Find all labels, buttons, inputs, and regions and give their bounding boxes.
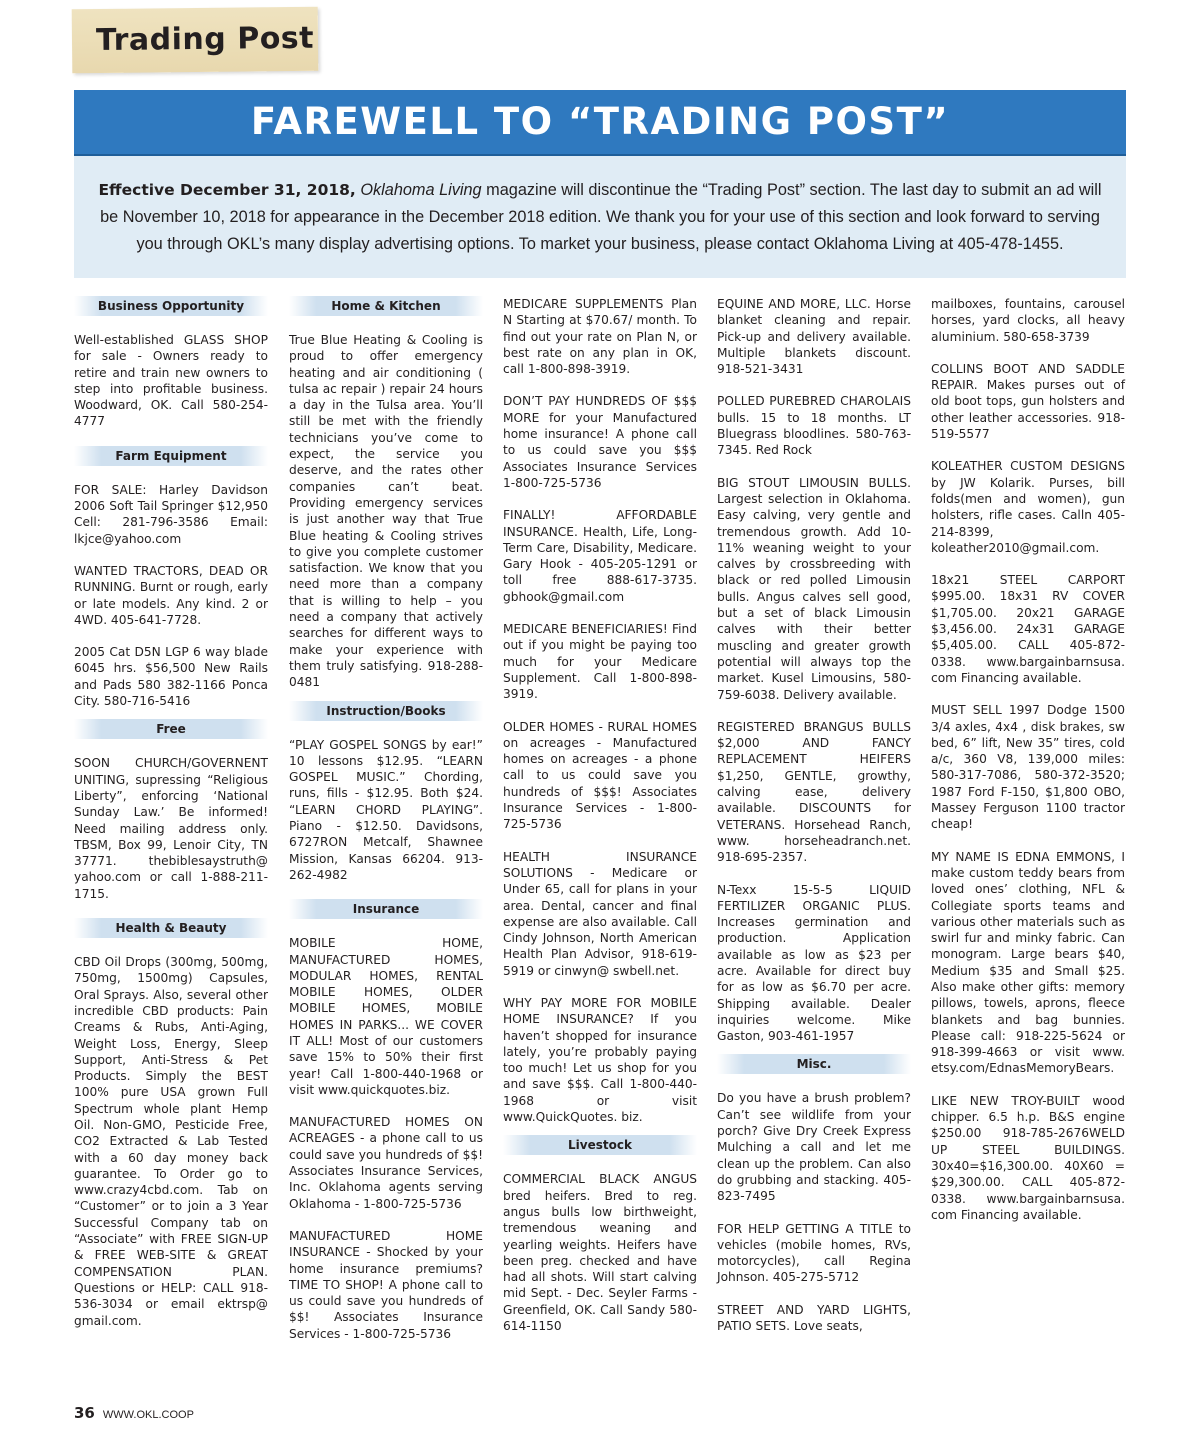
- category-heading: Free: [74, 719, 268, 739]
- classified-ad: DON’T PAY HUNDREDS OF $$$ MORE for your Manufactured home insurance! A phone call to us could save you $$$ Associates Insurance Services 1-800-725-5736: [503, 394, 697, 490]
- classified-ad: LIKE NEW TROY-BUILT wood chipper. 6.5 h.p. B&S engine $250.00 918-785-2676WELD UP STEEL BUILDINGS. 30x40=$16,300.00. 40X60 = $29,300.00. CALL 405-872-0338. www.bargainbarnsusa. com Financing available.: [931, 1093, 1125, 1222]
- category-heading: Insurance: [289, 899, 483, 919]
- notice-lead: Effective December 31, 2018,: [98, 181, 356, 199]
- category-heading: Instruction/Books: [289, 701, 483, 721]
- page-footer: [74, 1404, 194, 1422]
- category-heading: Farm Equipment: [74, 446, 268, 466]
- classified-ad: EQUINE AND MORE, LLC. Horse blanket cleaning and repair. Pick-up and delivery available. Multiple blankets discount. 918-521-3431: [717, 297, 911, 377]
- classified-ad: True Blue Heating & Cooling is proud to offer emergency heating and air conditioning ( tulsa ac repair ) repair 24 hours a day in the Tulsa area. You’ll still be met with the friendly technicians you’ve come to expect, the service you deserve, and the rates other companies can’t beat. Providing emergency services is just another way that True Blue heating & Cooling strives to give you complete customer satisfaction. We know that you need more than a company that is willing to help – you need a company that actively searches for different ways to make your experience with them truly satisfying. 918-288-0481: [289, 333, 483, 690]
- classified-ad: MOBILE HOME, MANUFACTURED HOMES, MODULAR HOMES, RENTAL MOBILE HOMES, OLDER MOBILE HOMES, MOBILE HOMES IN PARKS... WE COVER IT ALL! Most of our customers save 15% to 50% their first year! Call 1-800-440-1968 or visit www.quickquotes.biz.: [289, 936, 483, 1097]
- classified-ad: REGISTERED BRANGUS BULLS $2,000 AND FANCY REPLACEMENT HEIFERS $1,250, GENTLE, growthy, calving ease, delivery available. DISCOUNTS for VETERANS. Horsehead Ranch, www. horseheadranch.net. 918-695-2357.: [717, 719, 911, 865]
- banner-title: FAREWELL TO “TRADING POST”: [250, 100, 950, 143]
- notice-magazine: Oklahoma Living: [360, 181, 482, 199]
- classified-ad: SOON CHURCH/GOVERNENT UNITING, supressing “Religious Liberty”, enforcing ‘National Sunday Law.’ Be informed! Need mailing address only. TBSM, Box 99, Lenoir City, TN 37771. thebiblesaystruth@ yahoo.com or call 1-888-211-1715.: [74, 756, 268, 901]
- classifieds-column-1: [74, 296, 268, 1329]
- category-heading: Business Opportunity: [74, 296, 268, 316]
- classifieds-column-2: [289, 296, 483, 1342]
- farewell-banner: [74, 90, 1126, 156]
- category-heading: Home & Kitchen: [289, 296, 483, 316]
- classified-ad: MANUFACTURED HOMES ON ACREAGES - a phone call to us could save you hundreds of $$! Associates Insurance Services, Inc. Oklahoma agents serving Oklahoma - 1-800-725-5736: [289, 1115, 483, 1211]
- classified-ad: 18x21 STEEL CARPORT $995.00. 18x31 RV COVER $1,705.00. 20x21 GARAGE $3,456.00. 24x31 GARAGE $5,405.00. CALL 405-872-0338. www.bargainbarnsusa. com Financing available.: [931, 573, 1125, 685]
- classified-ad: MEDICARE BENEFICIARIES! Find out if you might be paying too much for your Medicare Supplement. Call 1-800-898-3919.: [503, 622, 697, 702]
- classified-ad: MANUFACTURED HOME INSURANCE - Shocked by your home insurance premiums? TIME TO SHOP! A phone call to us could save you hundreds of $$! Associates Insurance Services - 1-800-725-5736: [289, 1228, 483, 1341]
- classified-ad: KOLEATHER CUSTOM DESIGNS by JW Kolarik. Purses, bill folds(men and women), gun holsters, rifle cases. Calln 405-214-8399, koleather2010@gmail.com.: [931, 459, 1125, 555]
- classified-ad: BIG STOUT LIMOUSIN BULLS. Largest selection in Oklahoma. Easy calving, very gentle and tremendous growth. Add 10-11% weaning weight to your calves by crossbreeding with black or red polled Limousin bulls. Angus calves sell good, but a set of black Limousin calves with their better muscling and greater growth potential will always top the market. Kusel Limousins, 580-759-6038. Delivery available.: [717, 475, 911, 702]
- category-heading: Livestock: [503, 1135, 697, 1155]
- notice-body: magazine will discontinue the “Trading Post” section. The last day to submit an ad will be November 10, 2018 for appearance in the December 2018 edition. We thank you for your use of this section and look forward to serving you through OKL’s many display advertising options. To market your business, please contact Oklahoma Living at 405-478-1455.: [100, 181, 1102, 253]
- category-heading: Health & Beauty: [74, 918, 268, 938]
- classified-ad: WHY PAY MORE FOR MOBILE HOME INSURANCE? If you haven’t shopped for insurance lately, you’re probably paying too much! Let us shop for you and save $$$. Call 1-800-440-1968 or visit www.QuickQuotes. biz.: [503, 995, 697, 1125]
- classified-ad: CBD Oil Drops (300mg, 500mg, 750mg, 1500mg) Capsules, Oral Sprays. Also, several other incredible CBD products: Pain Creams & Rubs, Anti-Aging, Weight Loss, Energy, Sleep Support, Anti-Stress & Pet Products. Simply the BEST 100% pure USA grown Full Spectrum whole plant Hemp Oil. Non-GMO, Pesticide Free, CO2 Extracted & Lab Tested with a 60 day money back guarantee. To Order go to www.crazy4cbd.com. Tab on “Customer” or to join a 3 Year Successful Company tab on “Associate” with FREE SIGN-UP & FREE WEB-SITE & GREAT COMPENSATION PLAN. Questions or HELP: CALL 918-536-3034 or email ektrsp@ gmail.com.: [74, 955, 268, 1328]
- classified-ad: OLDER HOMES - RURAL HOMES on acreages - Manufactured homes on acreages - a phone call to us could save you hundreds of $$$! Associates Insurance Services - 1-800-725-5736: [503, 719, 697, 832]
- classified-ad: Do you have a brush problem? Can’t see wildlife from your porch? Give Dry Creek Express Mulching a call and let me clean up the problem. Can also do grubbing and stacking. 405-823-7495: [717, 1091, 911, 1204]
- classified-ad: Well-established GLASS SHOP for sale - Owners ready to retire and train new owners to step into profitable business. Woodward, OK. Call 580-254-4777: [74, 333, 268, 429]
- footer-site: WWW.OKL.COOP: [102, 1409, 194, 1421]
- classified-ad: FOR HELP GETTING A TITLE to vehicles (mobile homes, RVs, motorcycles), call Regina Johnson. 405-275-5712: [717, 1221, 911, 1285]
- classified-ad: MUST SELL 1997 Dodge 1500 3/4 axles, 4x4 , disk brakes, sw bed, 6” lift, New 35” tires, cold a/c, 360 V8, 139,000 miles: 580-317-7086, 580-372-3520; 1987 Ford F-150, $1,800 OBO, Massey Ferguson 1100 tractor cheap!: [931, 703, 1125, 832]
- classified-ad: N-Texx 15-5-5 LIQUID FERTILIZER ORGANIC PLUS. Increases germination and production. Application available as low as $23 per acre. Available for direct buy for as low as $6.70 per acre. Shipping available. Dealer inquiries welcome. Mike Gaston, 903-461-1957: [717, 882, 911, 1044]
- section-tab-title: Trading Post: [95, 20, 315, 59]
- classified-ad: HEALTH INSURANCE SOLUTIONS - Medicare or Under 65, call for plans in your area. Dental, cancer and final expense are also available. Call Cindy Johnson, North American Health Plan Advisor, 918-619-5919 or cinwyn@ swbell.net.: [503, 849, 697, 978]
- classified-ad: WANTED TRACTORS, DEAD OR RUNNING. Burnt or rough, early or late models. Any kind. 2 or 4WD. 405-641-7728.: [74, 563, 268, 627]
- classified-ad: 2005 Cat D5N LGP 6 way blade 6045 hrs. $56,500 New Rails and Pads 580 382-1166 Ponca City. 580-716-5416: [74, 645, 268, 709]
- classified-ad: FOR SALE: Harley Davidson 2006 Soft Tail Springer $12,950 Cell: 281-796-3586 Email: lkjce@yahoo.com: [74, 482, 268, 546]
- classified-ad: FINALLY! AFFORDABLE INSURANCE. Health, Life, Long-Term Care, Disability, Medicare. Gary Hook - 405-205-1291 or toll free 888-617-3735. gbhook@gmail.com: [503, 508, 697, 604]
- classified-ad: COLLINS BOOT AND SADDLE REPAIR. Makes purses out of old boot tops, gun holsters and other leather accessories. 918-519-5577: [931, 361, 1125, 442]
- classifieds-column-4: [717, 296, 911, 1334]
- farewell-notice: [74, 156, 1126, 278]
- classifieds-column-3: [503, 296, 697, 1334]
- classified-ad: MEDICARE SUPPLEMENTS Plan N Starting at $70.67/ month. To find out your rate on Plan N, or best rate on any plan in OK, call 1-800-898-3919.: [503, 297, 697, 377]
- classified-ad: mailboxes, fountains, carousel horses, yard clocks, all heavy aluminium. 580-658-3739: [931, 297, 1125, 344]
- classified-ad: “PLAY GOSPEL SONGS by ear!” 10 lessons $12.95. “LEARN GOSPEL MUSIC.” Chording, runs, fills - $12.95. Both $24. “LEARN CHORD PLAYING”. Piano - $12.50. Davidsons, 6727RON Metcalf, Shawnee Mission, Kansas 66204. 913-262-4982: [289, 737, 483, 882]
- page-number: 36: [74, 1404, 95, 1422]
- classified-ad: POLLED PUREBRED CHAROLAIS bulls. 15 to 18 months. LT Bluegrass bloodlines. 580-763-7345. Red Rock: [717, 394, 911, 458]
- section-tab: [72, 7, 319, 74]
- classifieds-column-5: [931, 296, 1125, 1223]
- category-heading: Misc.: [717, 1054, 911, 1074]
- classified-ad: MY NAME IS EDNA EMMONS, I make custom teddy bears from loved ones’ clothing, NFL & Collegiate sports teams and various other materials such as swirl fur and minky fabric. Can monogram. Large bears $40, Medium $35 and Small $25. Also make other gifts: memory pillows, towels, aprons, fleece blankets and bag bunnies. Please call: 918-225-5624 or 918-399-4663 or visit www. etsy.com/EdnasMemoryBears.: [931, 849, 1125, 1076]
- classified-ad: STREET AND YARD LIGHTS, PATIO SETS. Love seats,: [717, 1302, 911, 1334]
- classified-ad: COMMERCIAL BLACK ANGUS bred heifers. Bred to reg. angus bulls low birthweight, tremendous weaning and yearling weights. Heifers have been preg. checked and have had all shots. Will start calving mid Sept. - Dec. Seyler Farms - Greenfield, OK. Call Sandy 580-614-1150: [503, 1172, 697, 1334]
